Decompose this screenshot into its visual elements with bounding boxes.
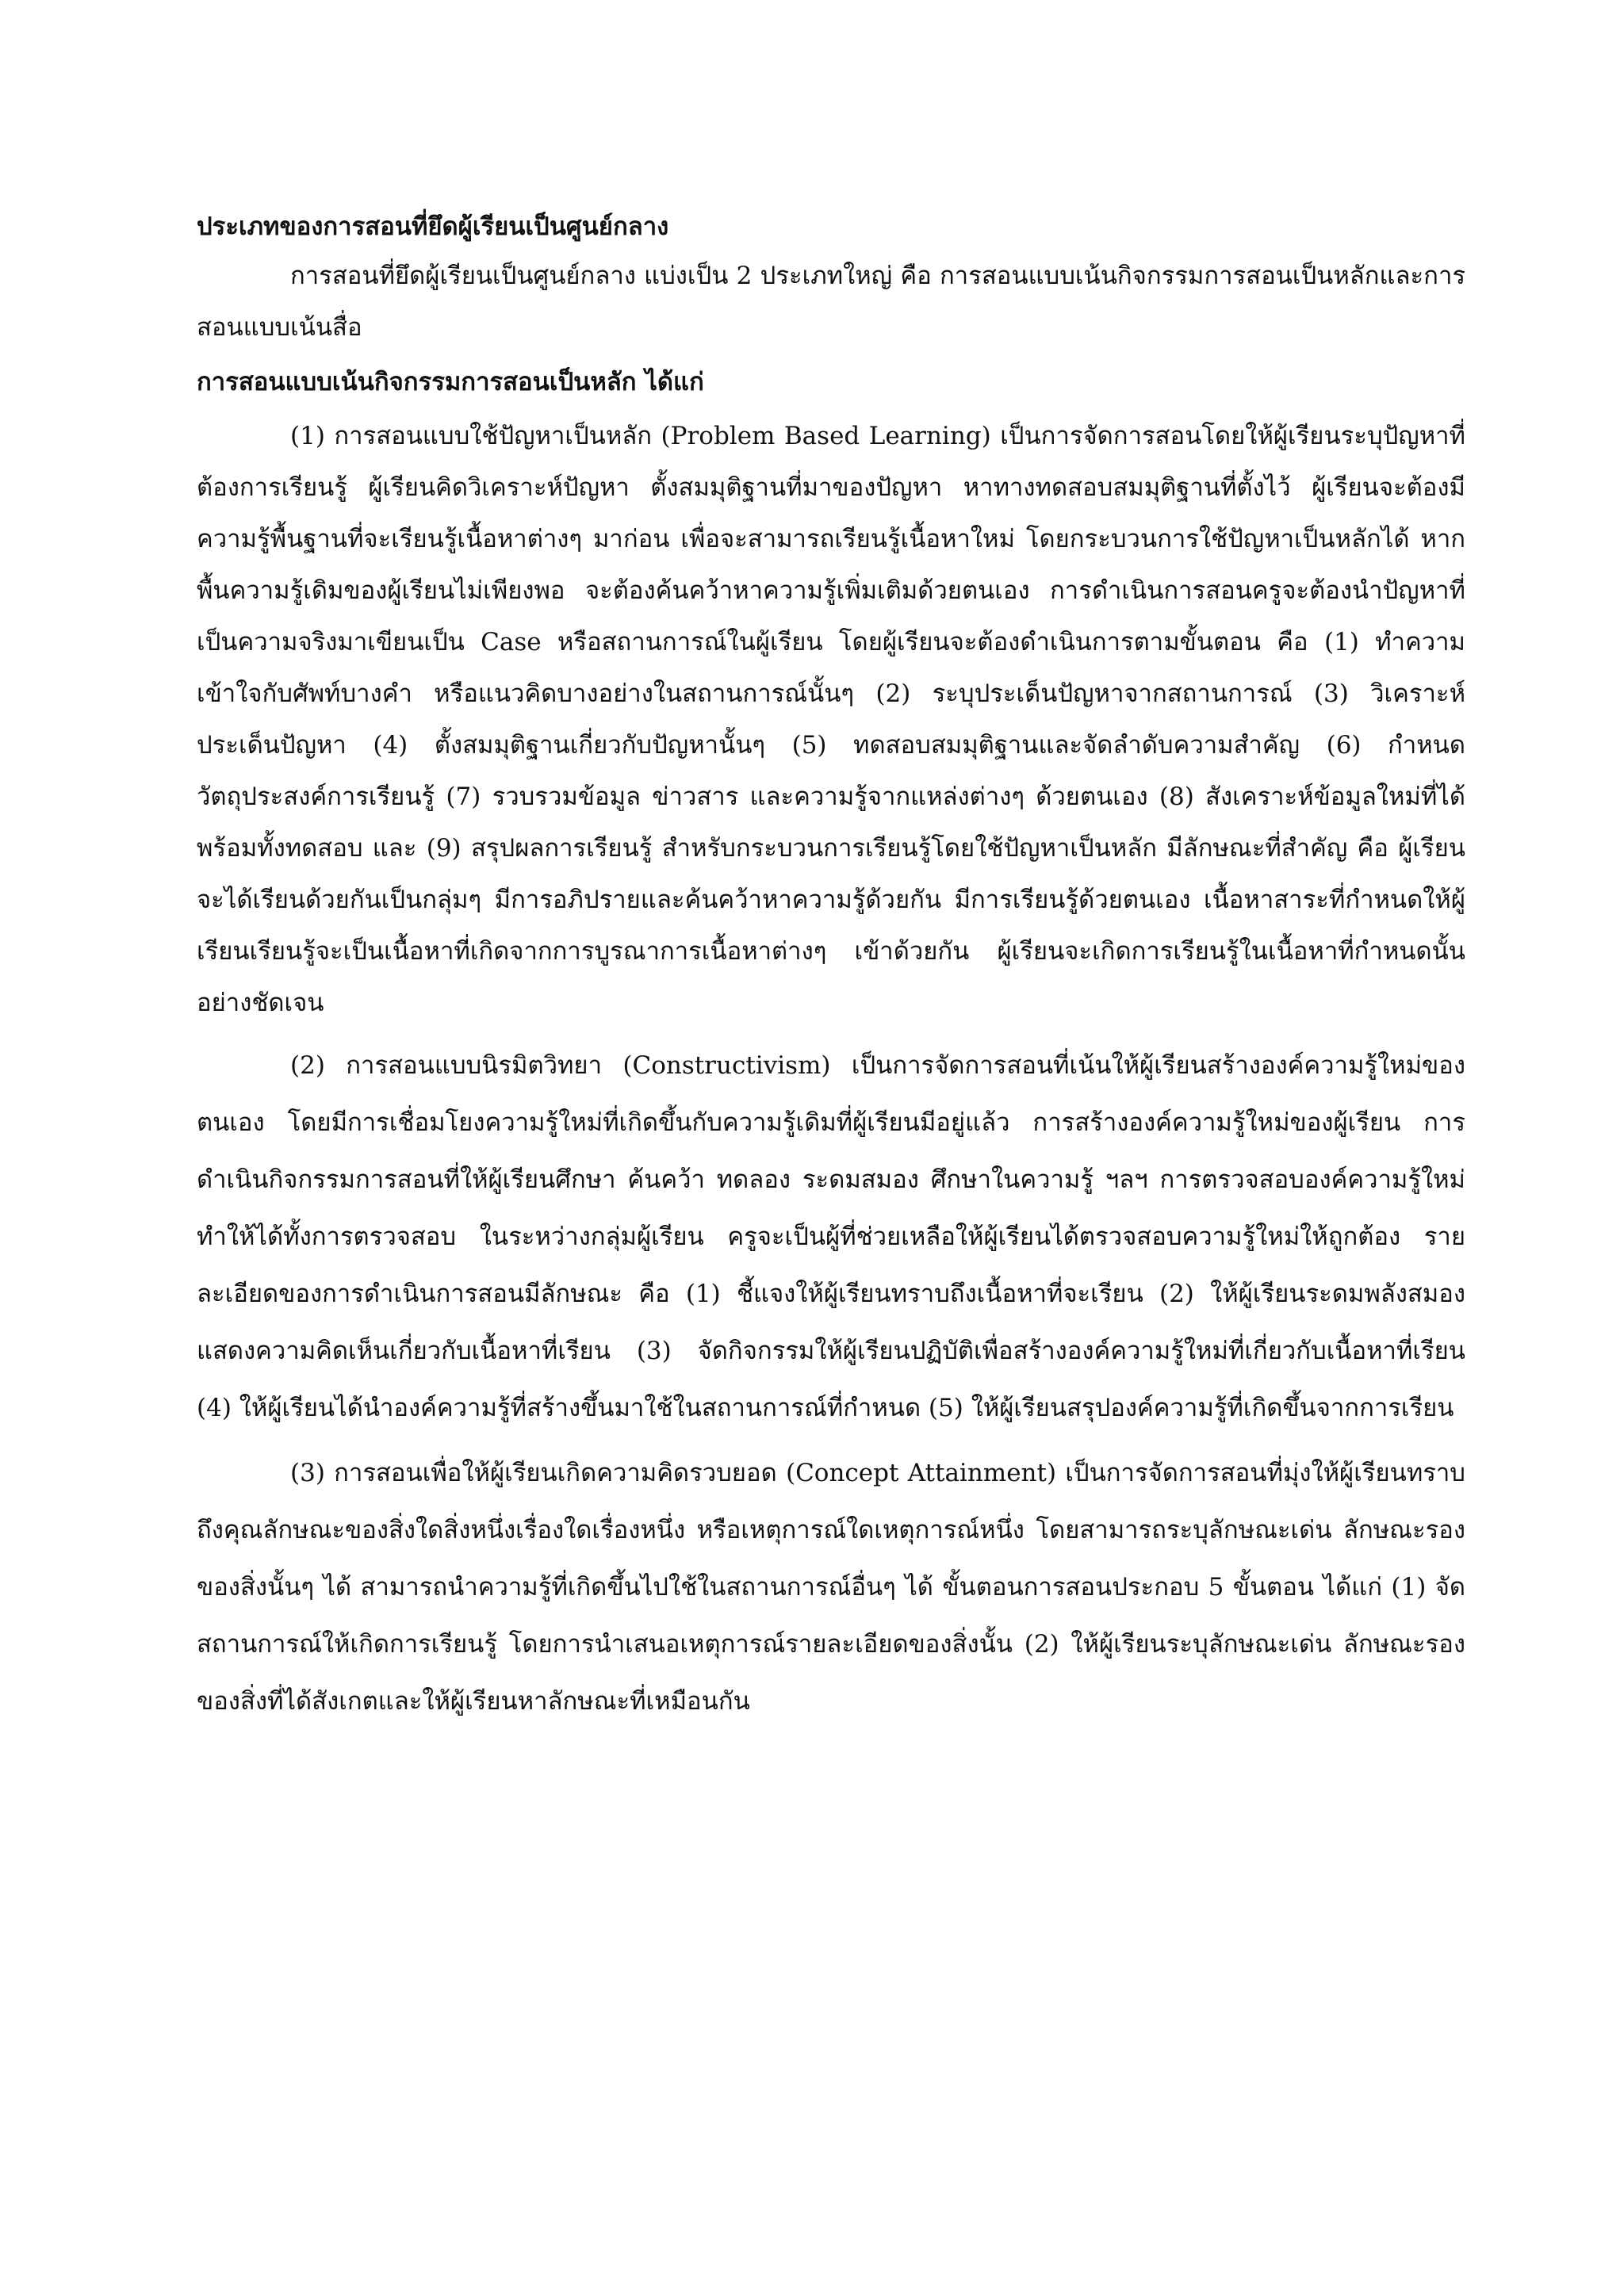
paragraph-constructivism: (2) การสอนแบบนิรมิตวิทยา (Constructivism) เป็นการจัดการสอนที่เน้นให้ผู้เรียนสร้างองค์ความรู้ใหม่ของตนเอง โดยมีการเชื่อมโยงความรู้ใหม่ที่เกิดขึ้นกับความรู้เดิมที่ผู้เรียนมีอยู่แล้ว การสร้างองค์ความรู้ใหม่ของผู้เรียน การดำเนินกิจกรรมการสอนที่ให้ผู้เรียนศึกษา ค้นคว้า ทดลอง ระดมสมอง ศึกษาในความรู้ ฯลฯ การตรวจสอบองค์ความรู้ใหม่ทำให้ได้ทั้งการตรวจสอบ ในระหว่างกลุ่มผู้เรียน ครูจะเป็นผู้ที่ช่วยเหลือให้ผู้เรียนได้ตรวจสอบความรู้ใหม่ให้ถูกต้อง รายละเอียดของการดำเนินการสอนมีลักษณะ คือ (1) ชี้แจงให้ผู้เรียนทราบถึงเนื้อหาที่จะเรียน (2) ให้ผู้เรียนระดมพลังสมองแสดงความคิดเห็นเกี่ยวกับเนื้อหาที่เรียน (3) จัดกิจกรรมให้ผู้เรียนปฏิบัติเพื่อสร้างองค์ความรู้ใหม่ที่เกี่ยวกับเนื้อหาที่เรียน (4) ให้ผู้เรียนได้นำองค์ความรู้ที่สร้างขึ้นมาใช้ในสถานการณ์ที่กำหนด (5) ให้ผู้เรียนสรุปองค์ความรู้ที่เกิดขึ้นจากการเรียน xyxy=(197,1051,1465,1422)
paragraph-problem-based-learning: (1) การสอนแบบใช้ปัญหาเป็นหลัก (Problem Based Learning) เป็นการจัดการสอนโดยให้ผู้เรียนระบุปัญหาที่ต้องการเรียนรู้ ผู้เรียนคิดวิเคราะห์ปัญหา ตั้งสมมุติฐานที่มาของปัญหา หาทางทดสอบสมมุติฐานที่ตั้งไว้ ผู้เรียนจะต้องมีความรู้พื้นฐานที่จะเรียนรู้เนื้อหาต่างๆ มาก่อน เพื่อจะสามารถเรียนรู้เนื้อหาใหม่ โดยกระบวนการใช้ปัญหาเป็นหลักได้ หากพื้นความรู้เดิมของผู้เรียนไม่เพียงพอ จะต้องค้นคว้าหาความรู้เพิ่มเติมด้วยตนเอง การดำเนินการสอนครูจะต้องนำปัญหาที่เป็นความจริงมาเขียนเป็น Case หรือสถานการณ์ในผู้เรียน โดยผู้เรียนจะต้องดำเนินการตามขั้นตอน คือ (1) ทำความเข้าใจกับศัพท์บางคำ หรือแนวคิดบางอย่างในสถานการณ์นั้นๆ (2) ระบุประเด็นปัญหาจากสถานการณ์ (3) วิเคราะห์ประเด็นปัญหา (4) ตั้งสมมุติฐานเกี่ยวกับปัญหานั้นๆ (5) ทดสอบสมมุติฐานและจัดลำดับความสำคัญ (6) กำหนดวัตถุประสงค์การเรียนรู้ (7) รวบรวมข้อมูล ข่าวสาร และความรู้จากแหล่งต่างๆ ด้วยตนเอง (8) สังเคราะห์ข้อมูลใหม่ที่ได้ พร้อมทั้งทดสอบ และ (9) สรุปผลการเรียนรู้ สำหรับกระบวนการเรียนรู้โดยใช้ปัญหาเป็นหลัก มีลักษณะที่สำคัญ คือ ผู้เรียนจะได้เรียนด้วยกันเป็นกลุ่มๆ มีการอภิปรายและค้นคว้าหาความรู้ด้วยกัน มีการเรียนรู้ด้วยตนเอง เนื้อหาสาระที่กำหนดให้ผู้เรียนเรียนรู้จะเป็นเนื้อหาที่เกิดจากการบูรณาการเนื้อหาต่างๆ เข้าด้วยกัน ผู้เรียนจะเกิดการเรียนรู้ในเนื้อหาที่กำหนดนั้นอย่างชัดเจน xyxy=(197,422,1465,1017)
section-subheading: การสอนแบบเน้นกิจกรรมการสอนเป็นหลัก ได้แก่ xyxy=(197,368,704,396)
intro-paragraph: การสอนที่ยึดผู้เรียนเป็นศูนย์กลาง แบ่งเป็น 2 ประเภทใหญ่ คือ การสอนแบบเน้นกิจกรรมการสอนเป็นหลักและการสอนแบบเน้นสื่อ xyxy=(197,262,1465,342)
document-body xyxy=(197,203,1465,1730)
paragraph-concept-attainment: (3) การสอนเพื่อให้ผู้เรียนเกิดความคิดรวบยอด (Concept Attainment) เป็นการจัดการสอนที่มุ่งให้ผู้เรียนทราบถึงคุณลักษณะของสิ่งใดสิ่งหนึ่งเรื่องใดเรื่องหนึ่ง หรือเหตุการณ์ใดเหตุการณ์หนึ่ง โดยสามารถระบุลักษณะเด่น ลักษณะรองของสิ่งนั้นๆ ได้ สามารถนำความรู้ที่เกิดขึ้นไปใช้ในสถานการณ์อื่นๆ ได้ ขั้นตอนการสอนประกอบ 5 ขั้นตอน ได้แก่ (1) จัดสถานการณ์ให้เกิดการเรียนรู้ โดยการนำเสนอเหตุการณ์รายละเอียดของสิ่งนั้น (2) ให้ผู้เรียนระบุลักษณะเด่น ลักษณะรองของสิ่งที่ได้สังเกตและให้ผู้เรียนหาลักษณะที่เหมือนกัน xyxy=(197,1459,1465,1716)
document-title: ประเภทของการสอนที่ยึดผู้เรียนเป็นศูนย์กลาง xyxy=(197,212,669,241)
